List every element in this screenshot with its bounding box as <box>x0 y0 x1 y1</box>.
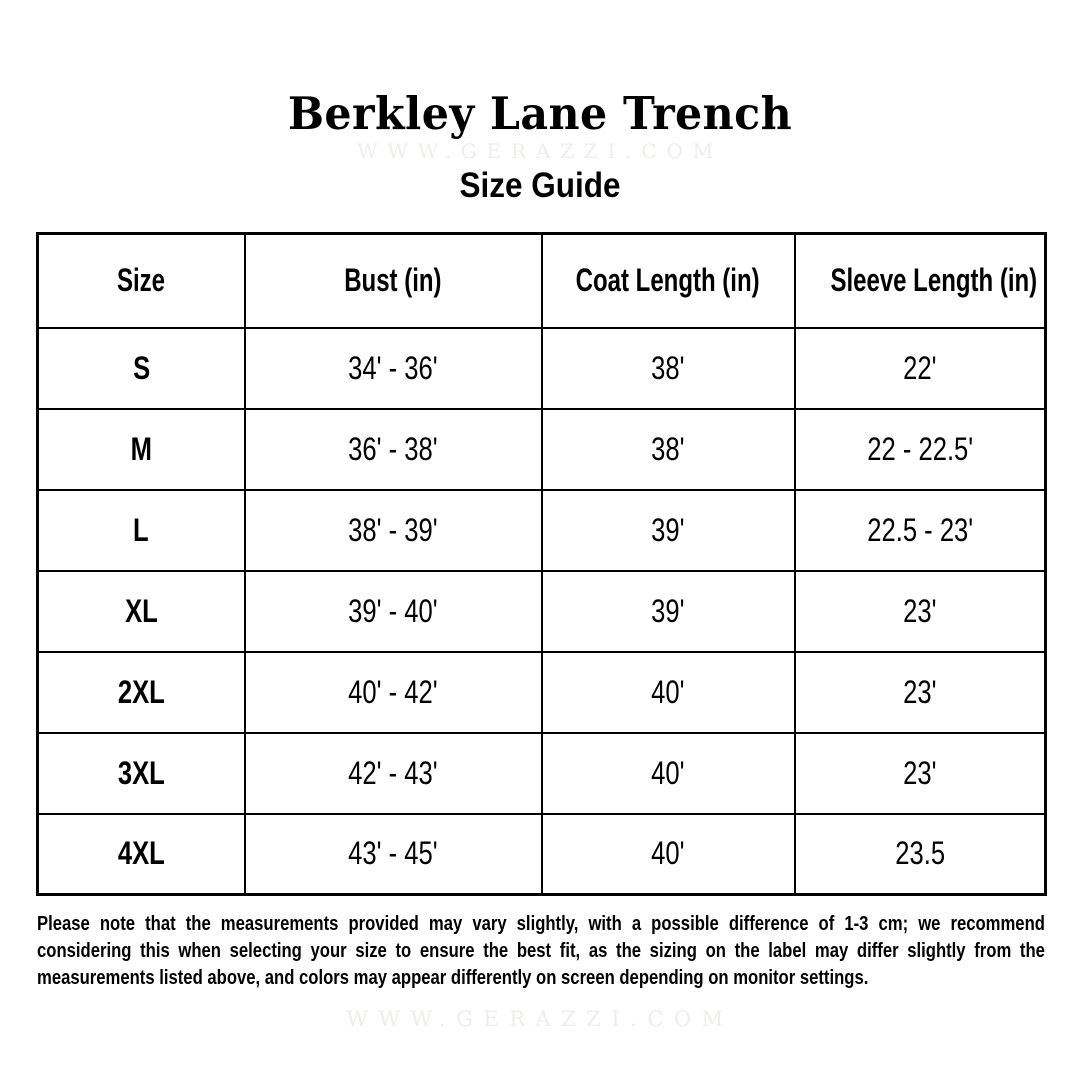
cell-sleeve-length: 23' <box>795 571 1046 652</box>
cell-size: L <box>38 490 245 571</box>
cell-coat-length: 40' <box>542 652 795 733</box>
cell-coat-length: 40' <box>542 814 795 895</box>
product-title: Berkley Lane Trench <box>287 87 793 140</box>
cell-bust: 36' - 38' <box>245 409 542 490</box>
table-row-l <box>38 490 1046 571</box>
cell-size: 3XL <box>38 733 245 814</box>
cell-size: 2XL <box>38 652 245 733</box>
header-cell-bust <box>245 234 542 328</box>
table-row-xl <box>38 571 1046 652</box>
header-cell-coat-length <box>542 234 795 328</box>
measurement-disclaimer-note: Please note that the measurements provided may vary slightly, with a possible difference of 1-3 cm; we recommend considering this when selecting your size to ensure the best fit, as the sizing on the label may differ slightly from the measurements listed above, and colors may appear differently on screen depending on monitor settings. <box>37 913 1045 989</box>
header-cell-sleeve-length <box>795 234 1046 328</box>
cell-bust: 43' - 45' <box>245 814 542 895</box>
watermark-top: WWW.GERAZZI.COM <box>357 139 723 163</box>
size-guide-subtitle: Size Guide <box>459 166 621 205</box>
cell-bust: 42' - 43' <box>245 733 542 814</box>
cell-bust: 34' - 36' <box>245 328 542 409</box>
watermark-bottom: WWW.GERAZZI.COM <box>346 1007 734 1031</box>
header-bust-label: Bust (in) <box>344 262 442 299</box>
cell-size: S <box>38 328 245 409</box>
cell-size: M <box>38 409 245 490</box>
cell-sleeve-length: 22 - 22.5' <box>795 409 1046 490</box>
cell-coat-length: 39' <box>542 571 795 652</box>
cell-bust: 39' - 40' <box>245 571 542 652</box>
cell-coat-length: 38' <box>542 409 795 490</box>
cell-coat-length: 39' <box>542 490 795 571</box>
header-coat-length-label: Coat Length (in) <box>576 262 760 299</box>
header-cell-size <box>38 234 245 328</box>
cell-size: XL <box>38 571 245 652</box>
cell-sleeve-length: 23' <box>795 733 1046 814</box>
table-row-3xl <box>38 733 1046 814</box>
table-row-s <box>38 328 1046 409</box>
cell-bust: 40' - 42' <box>245 652 542 733</box>
table-row-2xl <box>38 652 1046 733</box>
table-row-4xl <box>38 814 1046 895</box>
cell-size: 4XL <box>38 814 245 895</box>
table-header-row <box>38 234 1046 328</box>
cell-coat-length: 38' <box>542 328 795 409</box>
cell-sleeve-length: 22' <box>795 328 1046 409</box>
cell-sleeve-length: 22.5 - 23' <box>795 490 1046 571</box>
size-guide-table <box>36 232 1047 896</box>
header-size-label: Size <box>117 262 166 299</box>
table-row-m <box>38 409 1046 490</box>
header-sleeve-length-label: Sleeve Length (in) <box>829 262 1037 299</box>
cell-bust: 38' - 39' <box>245 490 542 571</box>
cell-sleeve-length: 23.5 <box>795 814 1046 895</box>
cell-sleeve-length: 23' <box>795 652 1046 733</box>
cell-coat-length: 40' <box>542 733 795 814</box>
